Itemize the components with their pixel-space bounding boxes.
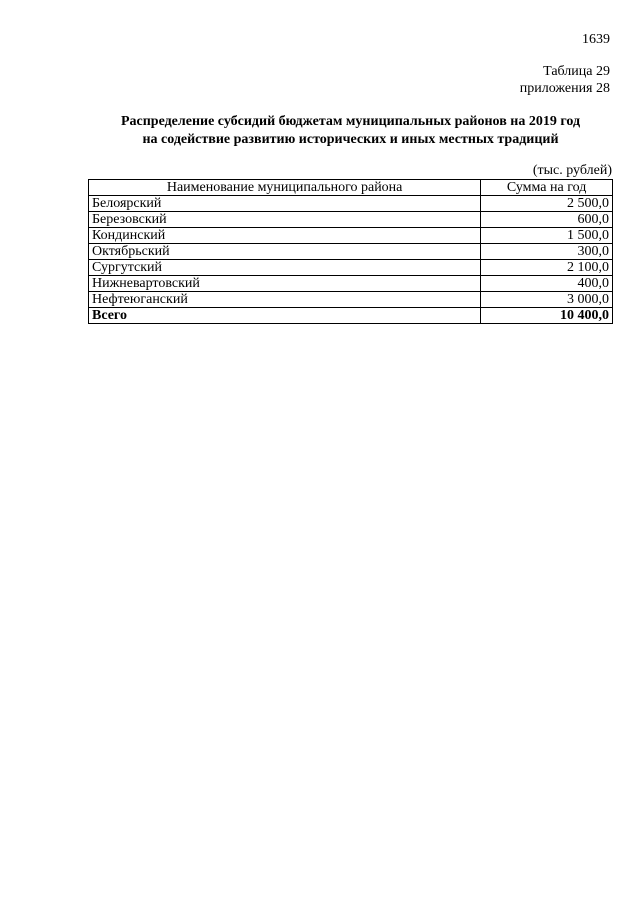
- header-district-name: Наименование муниципального района: [89, 180, 481, 196]
- district-name: Белоярский: [89, 196, 481, 212]
- table-row: [89, 292, 613, 308]
- units-label: (тыс. рублей): [532, 163, 612, 178]
- table-reference: [520, 63, 610, 97]
- page-number: 1639: [582, 32, 610, 47]
- table-row: [89, 276, 613, 292]
- document-title-line1: Распределение субсидий бюджетам муниципальных районов на 2019 год: [120, 114, 581, 129]
- total-label: Всего: [89, 308, 481, 324]
- district-name: Кондинский: [89, 228, 481, 244]
- table-header-row: [89, 180, 613, 196]
- district-amount: 3 000,0: [481, 292, 613, 308]
- subsidy-table: [88, 179, 613, 324]
- district-amount: 400,0: [481, 276, 613, 292]
- table-row: [89, 244, 613, 260]
- district-amount: 2 500,0: [481, 196, 613, 212]
- header-annual-amount: Сумма на год: [481, 180, 613, 196]
- table-total-row: [89, 308, 613, 324]
- district-amount: 2 100,0: [481, 260, 613, 276]
- document-title-line2: на содействие развитию исторических и иных местных традиций: [142, 132, 559, 147]
- total-amount: 10 400,0: [481, 308, 613, 324]
- table-row: [89, 228, 613, 244]
- table-row: [89, 212, 613, 228]
- district-amount: 1 500,0: [481, 228, 613, 244]
- district-name: Октябрьский: [89, 244, 481, 260]
- district-amount: 300,0: [481, 244, 613, 260]
- district-name: Нижневартовский: [89, 276, 481, 292]
- district-name: Нефтеюганский: [89, 292, 481, 308]
- table-row: [89, 260, 613, 276]
- table-reference-line1: Таблица 29: [543, 64, 610, 79]
- district-name: Березовский: [89, 212, 481, 228]
- table-row: [89, 196, 613, 212]
- document-title: [88, 113, 613, 149]
- district-amount: 600,0: [481, 212, 613, 228]
- table-reference-line2: приложения 28: [519, 81, 610, 96]
- district-name: Сургутский: [89, 260, 481, 276]
